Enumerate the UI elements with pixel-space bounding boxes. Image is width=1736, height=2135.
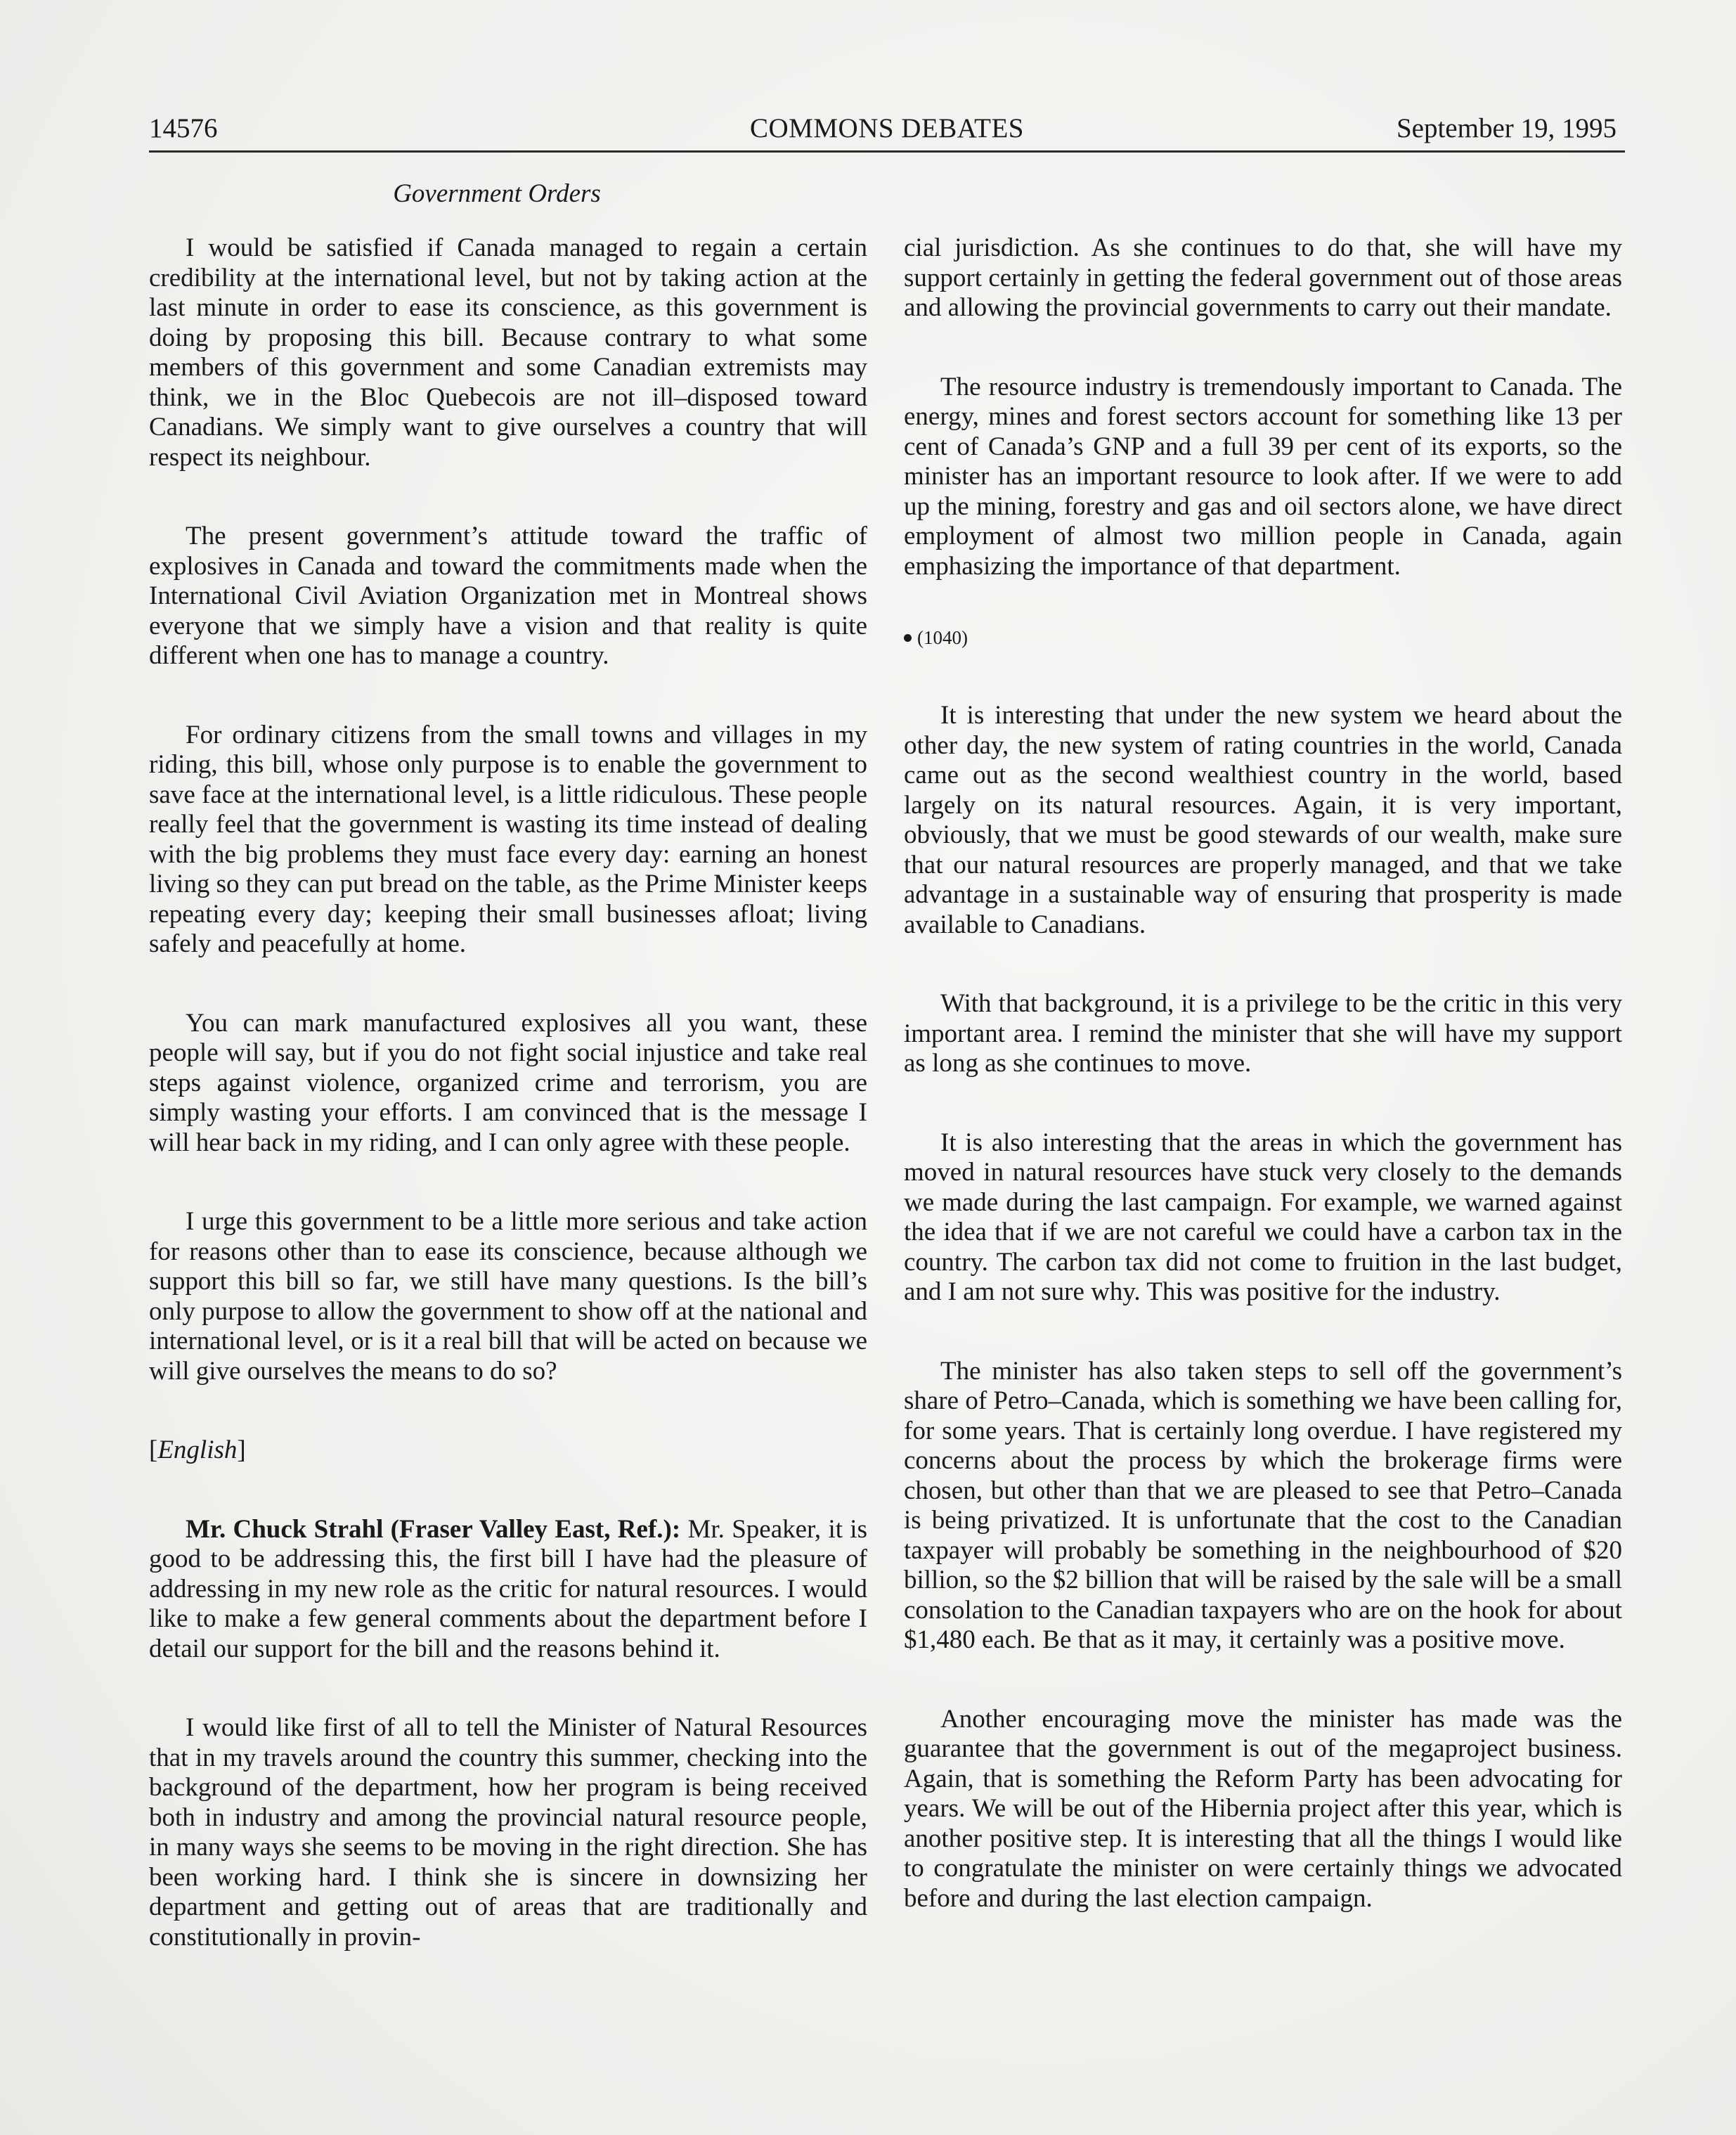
- paragraph: The minister has also taken steps to sell off the government’s share of Petro–Canada, which is something we have been calling for, for some years. That is certainly long overdue. I have registered my concerns about the process by which the brokerage firms were chosen, but other than that we are pleased to see that Petro–Canada is being privatized. It is unfortunate that the cost to the Canadian taxpayer will probably be something in the neighbourhood of $20 billion, so the $2 billion that will be raised by the sale will be a small consolation to the Canadian taxpayers who are on the hook for about $1,480 each. Be that as it may, it certainly was a positive move.: [904, 1356, 1622, 1654]
- running-title: COMMONS DEBATES: [750, 113, 1024, 143]
- paragraph: The resource industry is tremendously important to Canada. The energy, mines and forest sectors account for something like 13 per cent of Canada’s GNP and a full 39 per cent of its exports, so the minister has an important resource to look after. If we were to add up the mining, forestry and gas and oil sectors alone, we have direct employment of almost two million people in Canada, again emphasizing the importance of that department.: [904, 372, 1622, 581]
- page-header: [149, 112, 1625, 149]
- left-column: [149, 233, 867, 1952]
- bullet-icon: [904, 634, 912, 642]
- header-date: September 19, 1995: [1396, 113, 1617, 143]
- section-heading: Government Orders: [393, 179, 601, 208]
- language-bracket-open: [: [149, 1436, 158, 1464]
- paragraph: You can mark manufactured explosives all you want, these people will say, but if you do not fight social injustice and take real steps against violence, organized crime and terrorism, you are simply wasting your efforts. I am convinced that is the message I will hear back in my riding, and I can only agree with these people.: [149, 1008, 867, 1157]
- paragraph: cial jurisdiction. As she continues to do that, she will have my support certainly in getting the federal government out of those areas and allowing the provincial governments to carry out their mandate.: [904, 233, 1622, 322]
- paragraph: It is interesting that under the new system we heard about the other day, the new system of rating countries in the world, Canada came out as the second wealthiest country in the world, based largely on its natural resources. Again, it is very important, obviously, that we must be good stewards of our wealth, make sure that our natural resources are properly managed, and that we take advantage in a sustainable way of ensuring that prosperity is made available to Canadians.: [904, 701, 1622, 939]
- paragraph: I would be satisfied if Canada managed to regain a certain credibility at the international level, but not by taking action at the last minute in order to ease its conscience, as this government is doing by proposing this bill. Because contrary to what some members of this government and some Canadian extremists may think, we in the Bloc Quebecois are not ill–disposed toward Canadians. We simply want to give ourselves a country that will respect its neighbour.: [149, 233, 867, 472]
- language-tag: [149, 1436, 867, 1466]
- paragraph: I urge this government to be a little more serious and take action for reasons other than to ease its conscience, because although we support this bill so far, we still have many questions. Is the bill’s only purpose to allow the government to show off at the national and international level, or is it a real bill that will be acted on because we will give ourselves the means to do so?: [149, 1207, 867, 1386]
- paragraph: For ordinary citizens from the small towns and villages in my riding, this bill, whose only purpose is to enable the government to save face at the international level, is a little ridiculous. These people really feel that the government is wasting its time instead of dealing with the big problems they must face every day: earning an honest living so they can put bread on the table, as the Prime Minister keeps repeating every day; keeping their small businesses afloat; living safely and peacefully at home.: [149, 720, 867, 958]
- paragraph: Another encouraging move the minister has made was the guarantee that the government is out of the megaproject business. Again, that is something the Reform Party has been advocating for years. We will be out of the Hibernia project after this year, which is another positive step. It is interesting that all the things I would like to congratulate the minister on were certainly things we advocated before and during the last election campaign.: [904, 1704, 1622, 1913]
- paragraph: I would like first of all to tell the Minister of Natural Resources that in my travels around the country this summer, checking into the background of the department, how her program is being received both in industry and among the provincial natural resource people, in many ways she seems to be moving in the right direction. She has been working hard. I think she is sincere in downsizing her department and getting out of areas that are traditionally and constitutionally in provin-: [149, 1713, 867, 1952]
- timestamp-text: (1040): [917, 627, 968, 648]
- language-bracket-close: ]: [237, 1436, 246, 1464]
- header-rule: [149, 150, 1625, 153]
- page-number: 14576: [149, 113, 218, 143]
- speaker-paragraph: [149, 1515, 867, 1665]
- language-label: English: [157, 1436, 238, 1464]
- right-column: [904, 233, 1622, 1914]
- paragraph: The present government’s attitude toward the traffic of explosives in Canada and toward the commitments made when the International Civil Aviation Organization met in Montreal shows everyone that we simply have a vision and that reality is quite different when one has to manage a country.: [149, 522, 867, 670]
- paragraph: It is also interesting that the areas in which the government has moved in natural resources have stuck very closely to the demands we made during the last campaign. For example, we warned against the idea that if we are not careful we could have a carbon tax in the country. The carbon tax did not come to fruition in the last budget, and I am not sure why. This was positive for the industry.: [904, 1128, 1622, 1306]
- paragraph: With that background, it is a privilege to be the critic in this very important area. I remind the minister that she will have my support as long as she continues to move.: [904, 989, 1622, 1078]
- timestamp: [904, 624, 1622, 652]
- speech-text: Mr. Speaker, it is good to be addressing this, the first bill I have had the pleasure of addressing in my new role as the critic for natural resources. I would like to make a few general comments about the department before I detail our support for the bill and the reasons behind it.: [149, 1514, 867, 1663]
- speaker-name: Mr. Chuck Strahl (Fraser Valley East, Ref.):: [186, 1514, 681, 1544]
